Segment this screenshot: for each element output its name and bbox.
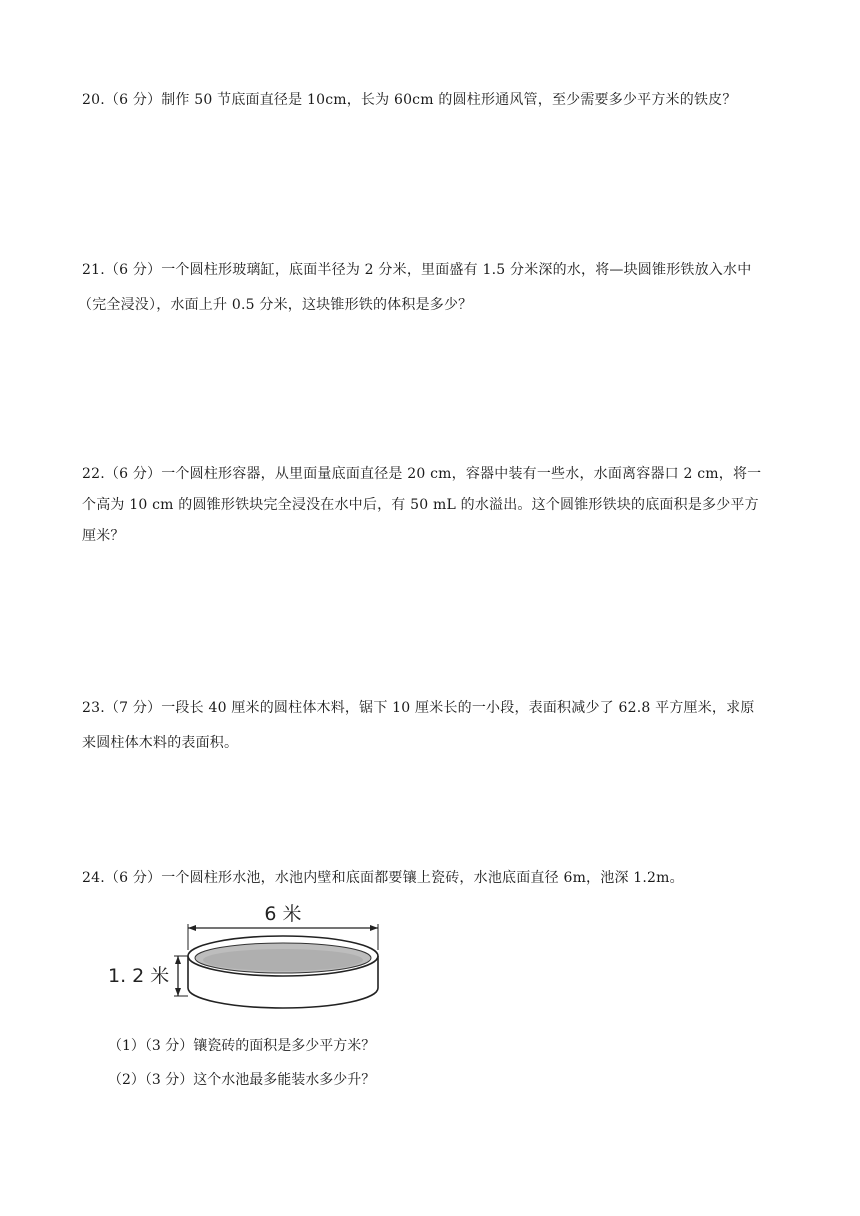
question-21-line-2: （完全浸没），水面上升 0.5 分米，这块锥形铁的体积是多少？: [78, 297, 473, 313]
subquestion-2: （2）（3 分）这个水池最多能装水多少升？: [108, 1072, 376, 1088]
subquestion-1: （1）（3 分）镶瓷砖的面积是多少平方米？: [108, 1038, 376, 1054]
question-21-line-1: 21.（6 分）一个圆柱形玻璃缸，底面半径为 2 分米，里面盛有 1.5 分米深的水，将—块圆锥形铁放入水中: [82, 262, 752, 278]
height-arrow-top: [175, 956, 181, 964]
question-22-line-1: 22.（6 分）一个圆柱形容器，从里面量底面直径是 20 cm，容器中装有一些水，水面离容器口 2 cm，将一: [82, 466, 762, 482]
height-arrow-bottom: [175, 988, 181, 996]
question-20: 20.（6 分）制作 50 节底面直径是 10cm，长为 60cm 的圆柱形通风管，至少需要多少平方米的铁皮？: [82, 92, 737, 108]
diameter-label: 6 米: [264, 903, 302, 925]
question-23-line-2: 来圆柱体木料的表面积。: [82, 735, 239, 751]
height-label: 1. 2 米: [108, 965, 170, 987]
question-22-line-2: 个高为 10 cm 的圆锥形铁块完全浸没在水中后，有 50 mL 的水溢出。这个圆锥形铁块的底面积是多少平方: [82, 497, 759, 513]
diameter-arrow-right: [370, 925, 378, 931]
diameter-arrow-left: [188, 925, 196, 931]
question-22-line-3: 厘米？: [82, 528, 125, 544]
question-23-line-1: 23.（7 分）一段长 40 厘米的圆柱体木料，锯下 10 厘米长的一小段，表面积减少了 62.8 平方厘米，求原: [82, 700, 755, 716]
question-24: 24.（6 分）一个圆柱形水池，水池内壁和底面都要镶上瓷砖，水池底面直径 6m，池深 1.2m。: [82, 870, 684, 886]
cylinder-inner-shade: [203, 949, 363, 971]
cylinder-pool-diagram: [104, 896, 394, 1021]
pool-figure: [104, 896, 394, 1021]
